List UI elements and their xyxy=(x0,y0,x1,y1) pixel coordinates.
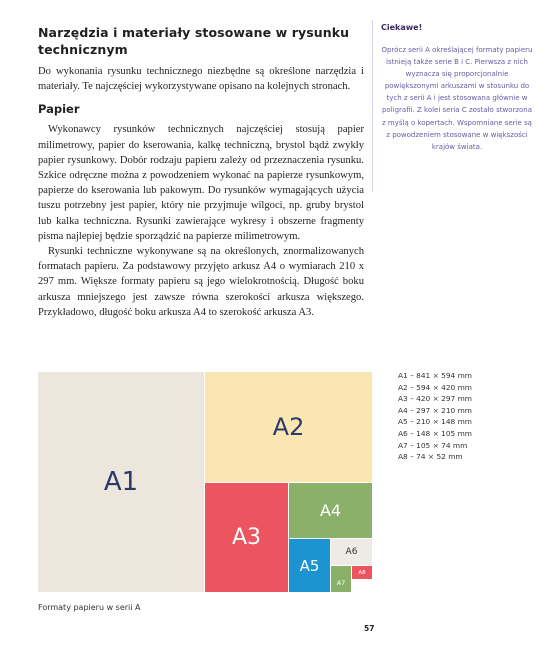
legend-item: A7 – 105 × 74 mm xyxy=(398,440,468,450)
section-heading: Papier xyxy=(38,102,80,117)
formats-legend xyxy=(398,370,472,463)
intro-paragraph: Do wykonania rysunku technicznego niezbędne są określone narzędzia i materiały. Te najczęściej wykorzystywane opisano na kolejnych stronach. xyxy=(38,66,364,93)
format-label: A1 xyxy=(103,467,139,497)
legend-item: A5 – 210 × 148 mm xyxy=(398,417,473,427)
figure-caption: Formaty papieru w serii A xyxy=(38,603,141,612)
format-label: A3 xyxy=(231,525,262,550)
page-number: 57 xyxy=(364,624,375,633)
format-a3 xyxy=(204,482,288,592)
format-a7 xyxy=(330,565,351,592)
legend-item: A3 – 420 × 297 mm xyxy=(398,394,473,404)
sidebar-heading: Ciekawe! xyxy=(381,23,423,32)
format-label: A6 xyxy=(345,547,358,557)
page-title: Narzędzia i materiały stosowane w rysunku technicznym xyxy=(38,25,350,57)
format-label: A2 xyxy=(272,413,305,441)
format-a4 xyxy=(288,482,372,538)
paper-formats-diagram xyxy=(38,372,372,592)
legend-item: A1 – 841 × 594 mm xyxy=(398,371,473,380)
format-a6 xyxy=(330,538,372,565)
body-paragraph: Rysunki techniczne wykonywane są na określonych, znormalizowanych formatach papieru. Za podstawowy przyjęto arkusz A4 o wymiarach 210 x 297 mm. Większe formaty papieru są jego wielokrotnością. Długość boku arkusza mniejszego jest zawsze równa szerokości arkusza większego. Przykładowo, długość boku arkusza A4 to szerokość arkusza A3. xyxy=(38,246,364,318)
format-label: A4 xyxy=(319,501,342,520)
main-column xyxy=(38,24,364,320)
format-a2 xyxy=(204,372,372,482)
format-label: A5 xyxy=(299,556,320,575)
format-label: A7 xyxy=(336,579,346,587)
format-a5 xyxy=(288,538,330,592)
body-paragraph: Wykonawcy rysunków technicznych najczęściej stosują papier milimetrowy, papier do kserowania, kalkę techniczną, brystol bądź zwykły papier rysunkowy. Dobór rodzaju papieru zależy od przeznaczenia rysunku. Szkice odręczne można z powodzeniem wykonać na papierze rysunkowym, papierze do kserowania lub pakowym. Do rysunków wymagających użycia tuszu potrzebny jest papier, który nie przyjmuje wilgoci, np. gruby brystol lub kalka techniczna. Rysunki zawierające wykresy i obszerne fragmenty pisma najlepiej będzie sporządzić na papierze milimetrowym. xyxy=(38,124,364,242)
format-label: A8 xyxy=(358,569,366,576)
format-a1 xyxy=(38,372,204,592)
legend-item: A6 – 148 × 105 mm xyxy=(398,428,473,438)
legend-item: A8 – 74 × 52 mm xyxy=(398,452,463,462)
sidebar-text: Oprócz serii A określającej formaty papieru istnieją także serie B i C. Pierwsza z nich wyznacza się proporcjonalnie powiększonymi arkuszami w stosunku do tych z serii A i jest stosowana głównie w poligrafii. Z kolei seria C zostało stworzona z myślą o kopertach. Wspomniane serie są z powodzeniem stosowane w większości krajów świata. xyxy=(381,46,533,151)
format-a8 xyxy=(351,565,372,579)
legend-item: A2 – 594 × 420 mm xyxy=(398,382,473,392)
legend-item: A4 – 297 × 210 mm xyxy=(398,405,473,415)
sidebar-box xyxy=(372,20,533,192)
